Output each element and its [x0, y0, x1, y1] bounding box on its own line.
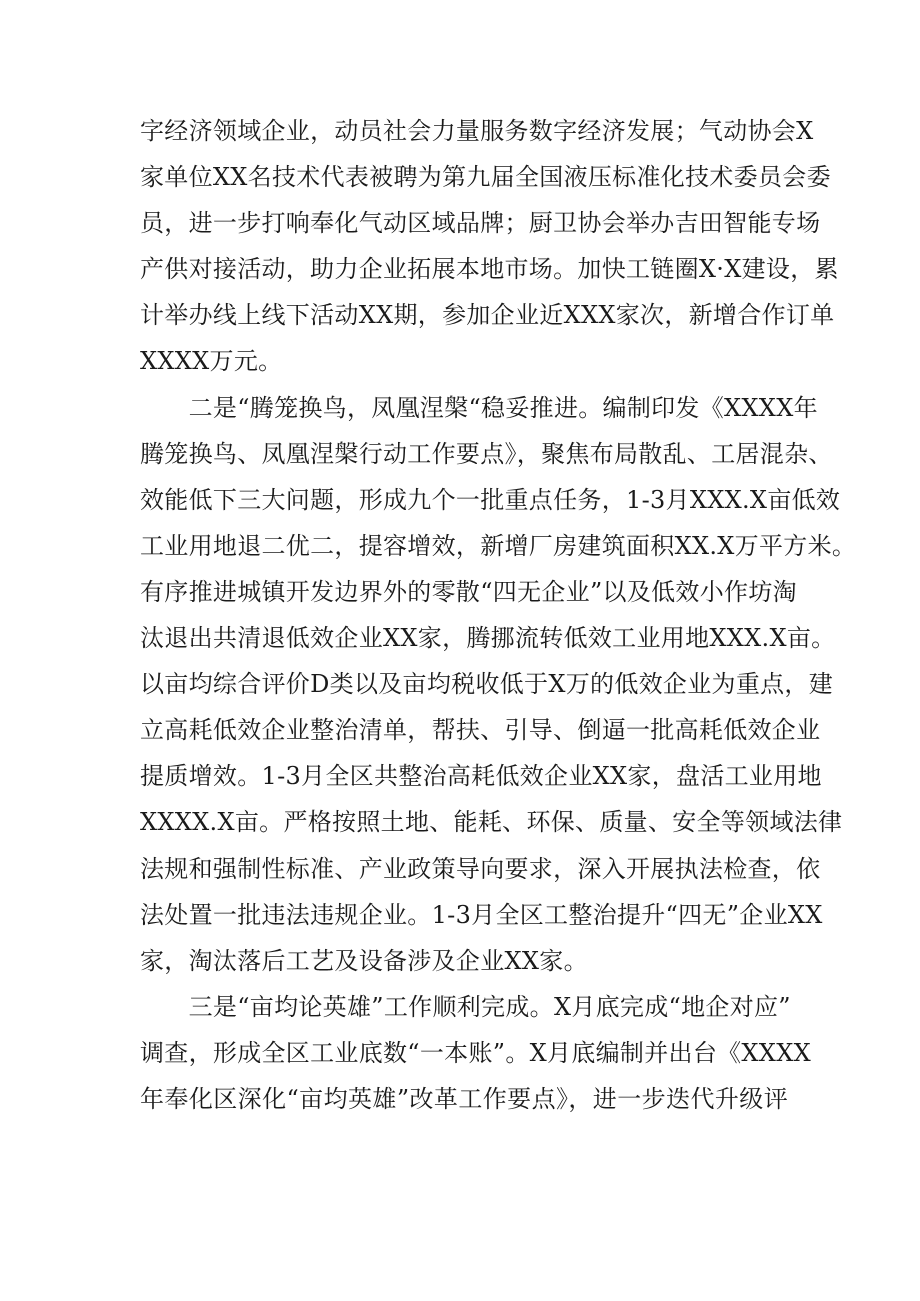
text-line: 三是“亩均论英雄”工作顺利完成。X月底完成“地企对应” [140, 992, 791, 1021]
text-line: 汰退出共清退低效企业XX家，腾挪流转低效工业用地XXX.X亩。 [140, 624, 836, 653]
text-line: 效能低下三大问题，形成九个一批重点任务，1-3月XXX.X亩低效 [140, 485, 841, 514]
text-line: 以亩均综合评价D类以及亩均税收低于X万的低效企业为重点，建 [140, 670, 834, 699]
text-line: 法规和强制性标准、产业政策导向要求，深入开展执法检查，依 [140, 854, 821, 883]
text-line: 计举办线上线下活动XX期，参加企业近XXX家次，新增合作订单 [140, 301, 835, 330]
text-line: 家，淘汰落后工艺及设备涉及企业XX家。 [140, 946, 588, 975]
text-line: 提质增效。1-3月全区共整治高耗低效企业XX家，盘活工业用地 [140, 762, 822, 791]
text-line: 法处置一批违法违规企业。1-3月全区工整治提升“四无”企业XX [140, 900, 823, 929]
body-text [140, 108, 857, 1122]
text-line: 字经济领域企业，动员社会力量服务数字经济发展；气动协会X [140, 117, 814, 145]
text-line: 工业用地退二优二，提容增效，新增厂房建筑面积XX.X万平方米。 [140, 531, 857, 560]
paragraph-digital-economy [140, 108, 839, 385]
text-line: 二是“腾笼换鸟，凤凰涅槃“稳妥推进。编制印发《XXXX年 [140, 393, 818, 422]
text-line: 调查，形成全区工业底数“一本账”。X月底编制并出台《XXXX [140, 1038, 811, 1067]
text-line: 年奉化区深化“亩均英雄”改革工作要点》，进一步迭代升级评 [140, 1084, 788, 1113]
text-line: 立高耗低效企业整治清单，帮扶、引导、倒逼一批高耗低效企业 [140, 716, 821, 745]
paragraph-per-mu-hero [140, 984, 811, 1122]
text-line: 腾笼换鸟、凤凰涅槃行动工作要点》，聚焦布局散乱、工居混杂、 [140, 439, 833, 468]
text-line: 产供对接活动，助力企业拓展本地市场。加快工链圈X·X建设，累 [140, 255, 839, 284]
text-line: XXXX.X亩。严格按照土地、能耗、环保、质量、安全等领域法律 [140, 808, 843, 837]
text-line: 员，进一步打响奉化气动区域品牌；厨卫协会举办吉田智能专场 [140, 209, 821, 238]
text-line: XXXX万元。 [140, 347, 283, 376]
text-line: 有序推进城镇开发边界外的零散“四无企业”以及低效小作坊淘 [140, 577, 797, 606]
text-line: 家单位XX名技术代表被聘为第九届全国液压标准化技术委员会委 [140, 163, 831, 192]
paragraph-cage-bird [140, 385, 857, 984]
